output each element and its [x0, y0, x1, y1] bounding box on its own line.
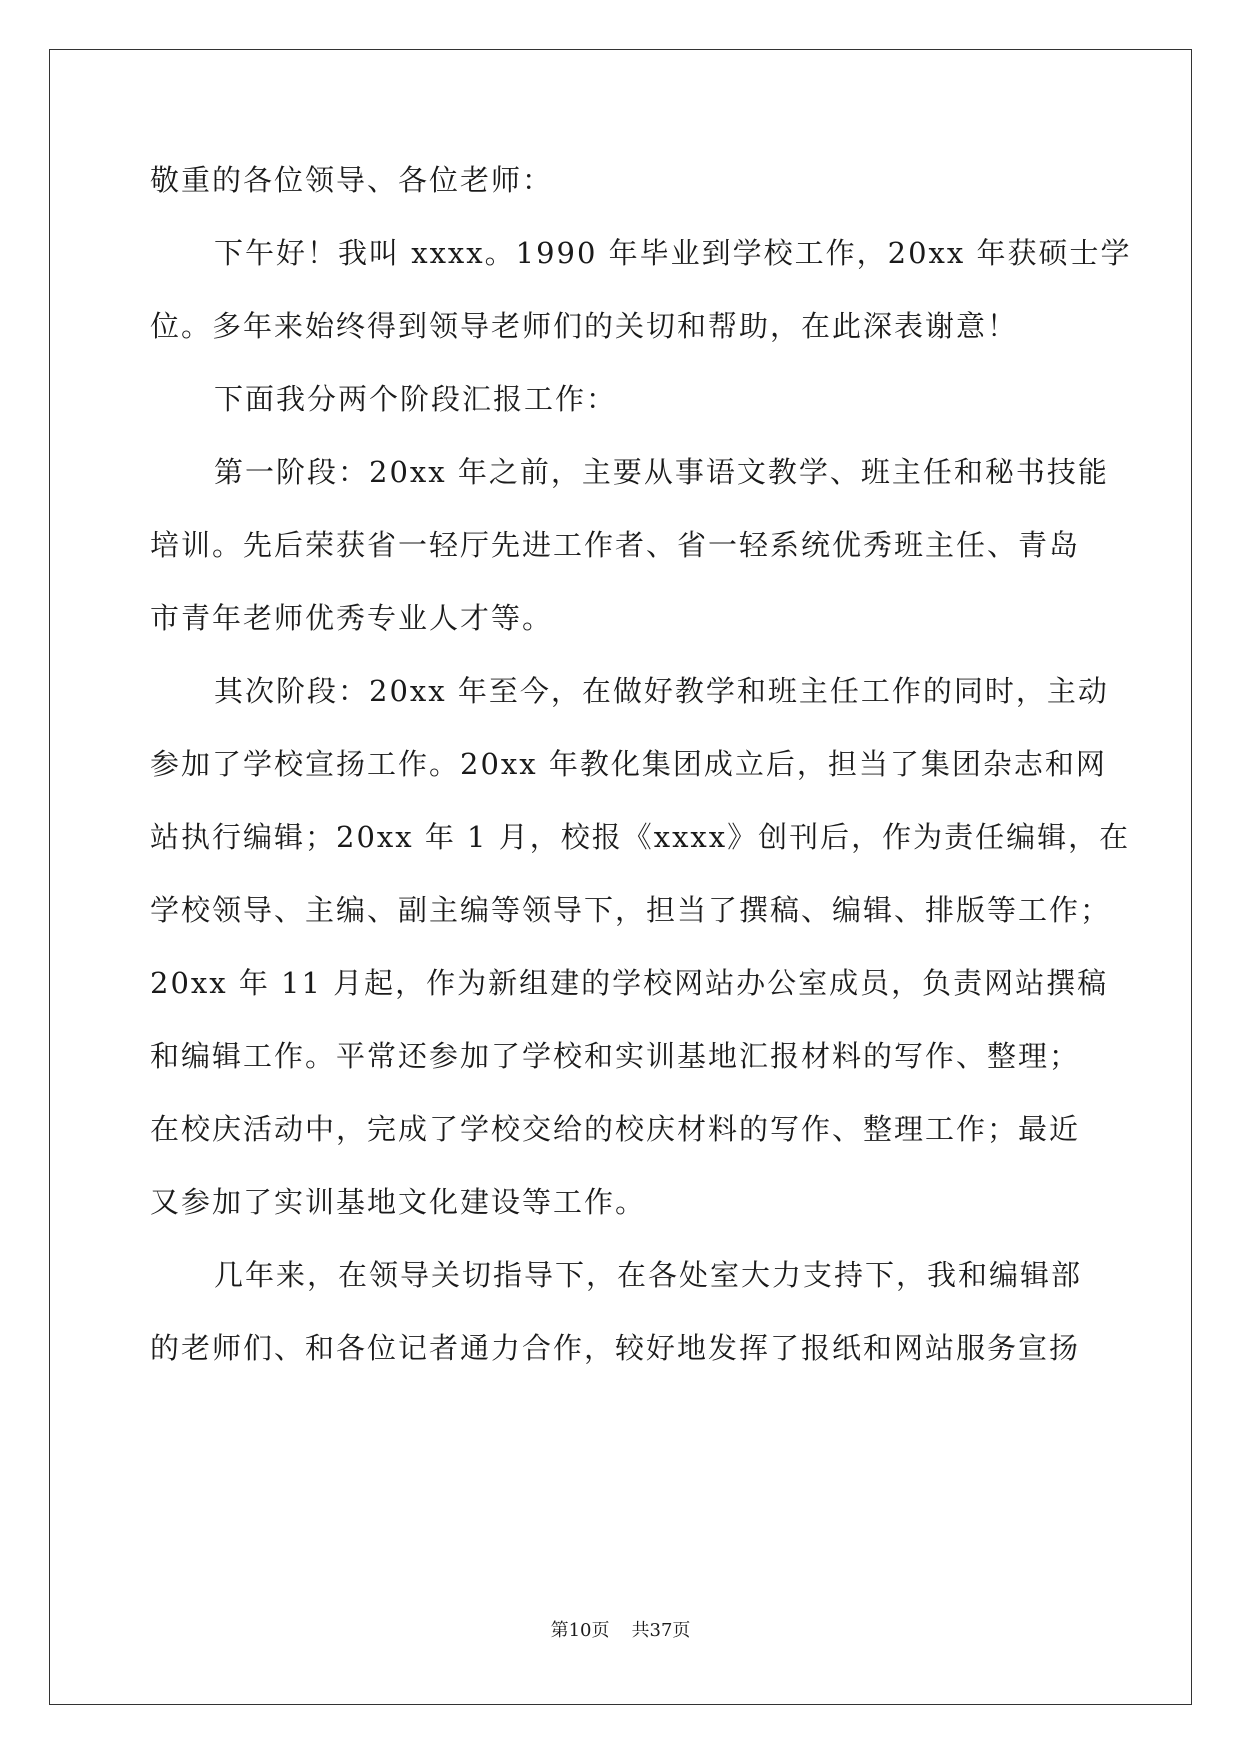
page-border	[49, 49, 1192, 1705]
text-line: 市青年老师优秀专业人才等。	[150, 601, 554, 635]
text-line: 下面我分两个阶段汇报工作：	[214, 382, 618, 416]
text-line: 几年来，在领导关切指导下，在各处室大力支持下，我和编辑部	[214, 1258, 1083, 1292]
page-footer	[0, 1616, 1241, 1642]
text-line: 的老师们、和各位记者通力合作，较好地发挥了报纸和网站服务宣扬	[150, 1331, 1081, 1365]
text-line: 在校庆活动中，完成了学校交给的校庆材料的写作、整理工作；最近	[150, 1112, 1081, 1146]
page-number: 第10页	[550, 1620, 610, 1641]
page-total: 共37页	[631, 1620, 691, 1641]
text-line: 20xx 年 11 月起，作为新组建的学校网站办公室成员，负责网站撰稿	[150, 966, 1109, 1000]
text-line: 培训。先后荣获省一轻厅先进工作者、省一轻系统优秀班主任、青岛	[150, 528, 1081, 562]
text-line: 站执行编辑；20xx 年 1 月，校报《xxxx》创刊后，作为责任编辑，在	[150, 820, 1131, 854]
text-line: 参加了学校宣扬工作。20xx 年教化集团成立后，担当了集团杂志和网	[150, 747, 1107, 781]
text-line: 学校领导、主编、副主编等领导下，担当了撰稿、编辑、排版等工作；	[150, 893, 1112, 927]
text-line: 其次阶段：20xx 年至今，在做好教学和班主任工作的同时，主动	[214, 674, 1109, 708]
text-line: 又参加了实训基地文化建设等工作。	[150, 1185, 647, 1219]
text-line: 第一阶段：20xx 年之前，主要从事语文教学、班主任和秘书技能	[214, 455, 1109, 489]
text-line: 下午好！我叫 xxxx。1990 年毕业到学校工作，20xx 年获硕士学	[214, 236, 1132, 270]
text-line: 位。多年来始终得到领导老师们的关切和帮助，在此深表谢意！	[150, 309, 1019, 343]
text-line: 和编辑工作。平常还参加了学校和实训基地汇报材料的写作、整理；	[150, 1039, 1081, 1073]
text-line: 敬重的各位领导、各位老师：	[150, 163, 554, 197]
